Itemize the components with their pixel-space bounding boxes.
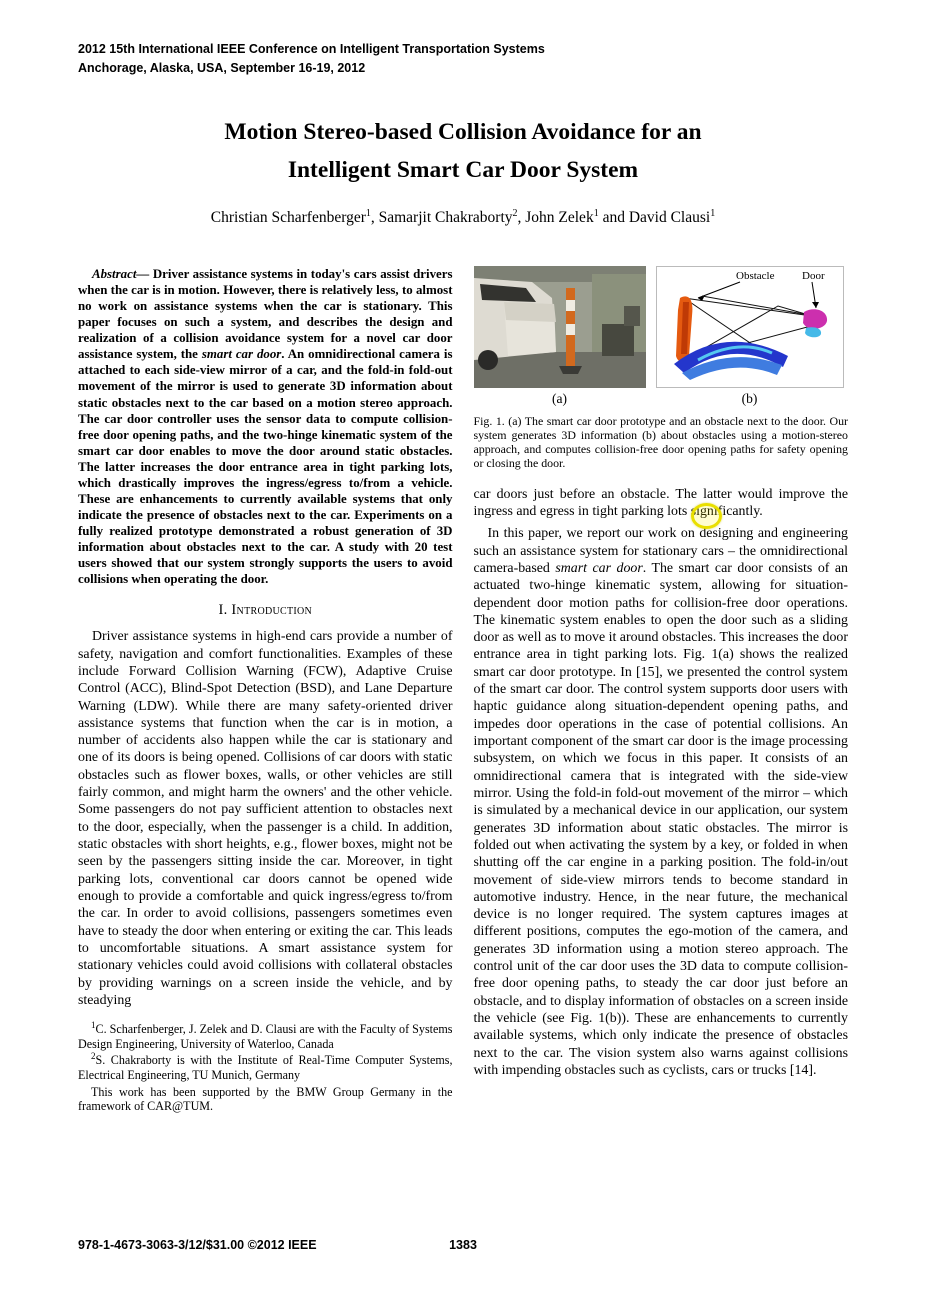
figure-1b-diagram [656,266,844,388]
body-paragraph-2: In this paper, we report our work on designing and engineering such an assistance system for stationary cars – the omnidirectional camera-based smart car door. The smart car door consists of an actuated two-hinge kinematic system, allowing for situation-dependent door motion paths for collision-free door operations. The kinematic system enables to open the door such as a sliding door as well as to move it around obstacles. This increases the door entrance area in tight parking lots. Fig. 1(a) shows the realized smart car door prototype. In [15], we presented the control system of the smart car door. The control system supports door users with haptic guidance along situation-dependent opening paths, and impedes door operations in the case of potential collisions. An important component of the smart car door is the image processing subsystem, on which we focus in this paper. It consists of an omnidirectional camera that is integrated with the side-view mirror. Using the fold-in fold-out movement of the mirror – which is simulated by a mechanical device in our application, our system generates 3D information about static obstacles. The mirror is folded out when activating the system by a key, or folded in when shutting off the car engine in a parking position. The fold-in/out movement of side-view mirrors tends to become standard in automotive industry. Hence, in the near future, the mechanical device is no longer required. The system captures images at different positions, computes the ego-motion of the camera, and generates 3D information using a motion stereo approach. The control unit of the car door uses the 3D data to compute collision-free door opening paths, to steady the car door just before an obstacle, and to display information of obstacles on a screen inside the vehicle (see Fig. 1(b)). These are enhancements to currently available systems, which only indicate the presence of obstacles next to the car. The vision system also warns against collisions with impending obstacles such as cyclists, cars or trucks [14]. [473,526,848,1078]
figure-1-images [474,266,849,388]
title-line-1: Motion Stereo-based Collision Avoidance for an [224,119,702,145]
figure-1-caption: Fig. 1. (a) The smart car door prototype and an obstacle next to the door. Our system generates 3D information (b) about obstacles using a motion-stereo approach, and computes collision-free door opening paths for safety opening or closing the door. [473,414,848,471]
door-label: Door [801,270,825,282]
author: John Zelek$^1$ and [525,208,629,227]
author: Christian Scharfenberger$^1$, [210,208,379,227]
title-line-2: Intelligent Smart Car Door System [287,157,639,184]
footnote: $^1$C. Scharfenberger, J. Zelek and D. Clausi are with the Faculty of Systems Design Engineering, University of Waterloo, Canada [78,1020,453,1051]
page-number: 1383 [449,1238,477,1252]
right-column [474,266,849,1114]
introduction-paragraph: Driver assistance systems in high-end cars provide a number of safety, navigation and comfort functionalities. Examples of these include Forward Collision Warning (FCW), Adaptive Cruise Control (ACC), Blind-Spot Detection (BSD), and Lane Departure Warning (LDW). While there are many safety-oriented driver assistance systems that function when the car is in motion, a number of accidents also happen while the car is stationary and one of its doors is being opened. Collisions of car doors with static obstacles such as flower boxes, walls, or other vehicles are still fairly common, and might harm the owners' and the other vehicle. Some passengers do not pay sufficient attention to obstacles next to the door, especially, when the passenger is a child. In addition, static obstacles with short heights, e.g., flower boxes, might not be seen by the passengers sitting inside the car. Moreover, in tight parking lots, conventional car doors cannot be opened wide enough to provide a comfortable and quick ingress/egress to/from the car. In order to avoid collisions, passengers sometimes even have to steady the door when entering or exiting the car. This leads to uncomfortable situations. A smart assistance system for stationary vehicles could avoid collisions with collateral obstacles by providing warnings on a screen inside the vehicle, and by steadying [78,629,453,1008]
copyright-text: 978-1-4673-3063-3/12/$31.00 ©2012 IEEE [78,1238,317,1252]
section-heading-introduction: I. Introduction [218,602,313,619]
page-footer [78,1238,848,1252]
body-paragraph-continuation: car doors just before an obstacle. The latter would improve the ingress and egress in tight parking lots significantly. [473,486,848,519]
author: David Clausi$^1$ [628,208,716,227]
figure-1 [474,266,849,471]
obstacle-label: Obstacle [735,270,774,282]
abstract-label: Abstract— [92,267,150,281]
footnote: This work has been supported by the BMW Group Germany in the framework of CAR@TUM. [78,1084,453,1114]
figure-1a-photo [474,266,646,388]
car-wheel [478,350,498,370]
footnote: $^2$S. Chakraborty is with the Institute of Real-Time Computer Systems, Electrical Engineering, TU Munich, Germany [78,1051,453,1083]
subcaption-b: (b) [741,391,758,406]
conference-header [78,40,545,78]
conference-name: 2012 15th International IEEE Conference on Intelligent Transportation Systems [78,42,545,56]
two-column-body [78,266,848,1114]
subcaption-a: (a) [552,391,567,406]
paper-title [0,113,926,189]
abstract-paragraph: Abstract— Driver assistance systems in today's cars assist drivers when the car is in motion. However, there is relatively less, to almost no work on assistance systems when the car is stationary. This paper focuses on such a system, and describes the design and realization of a collision avoidance system for a novel car door assistance system, the smart car door. An omnidirectional camera is attached to each side-view mirror of a car, and the fold-in fold-out movement of the mirror is used to generate 3D information about static obstacles next to the car based on a motion stereo approach. The car door controller uses the sensor data to compute collision-free door opening paths, and the two-hinge kinematic system of the smart car door enables to move the door around static obstacles. The latter increases the door entrance area in tight parking lots, which drastically improves the ingress/egress to/from a vehicle. These are enhancements to currently available systems that only indicate the presence of obstacles next to the car. Experiments on a fully realized prototype demonstrated a robust generation of 3D information about obstacles next to the car. A study with 20 test users showed that our system strongly supports the users to avoid collisions when operating the door. [78,267,453,587]
conference-location-date: Anchorage, Alaska, USA, September 16-19, 2012 [78,60,366,75]
author-list [0,208,926,227]
figure-1-subcaptions [474,391,849,407]
left-column [78,266,453,1114]
author: Samarjit Chakraborty$^2$, [378,208,526,227]
author-footnotes [78,1020,453,1114]
